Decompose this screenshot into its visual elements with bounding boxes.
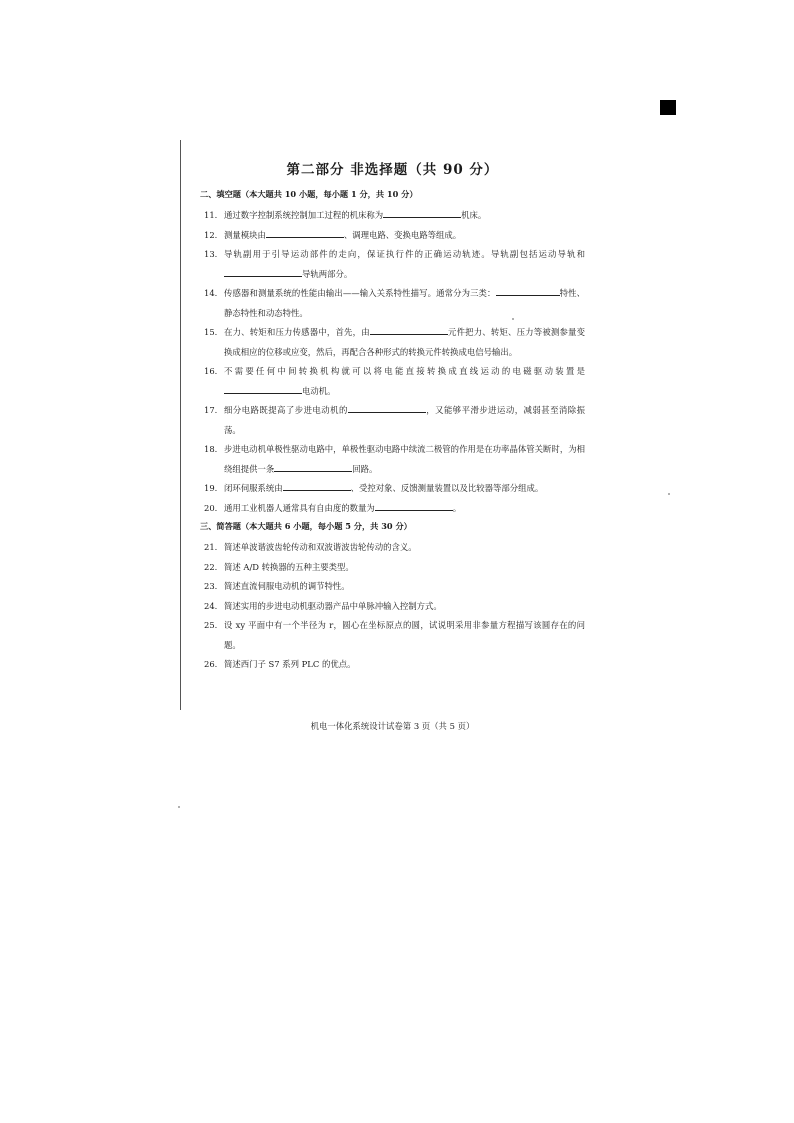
answer-blank xyxy=(224,266,302,277)
question-text: 简述直流伺服电动机的调节特性。 xyxy=(224,581,350,591)
question-text-before: 步进电动机单极性驱动电路中，单极性驱动电路中续流二极管的作用是在功率晶体管关断时，为相绕组提供一条 xyxy=(224,444,585,474)
question-text xyxy=(224,284,585,323)
question-number: 23. xyxy=(204,581,218,591)
question-text xyxy=(224,245,585,284)
question-text-before: 在力、转矩和压力传感器中，首先，由 xyxy=(224,327,370,337)
question-text-after: 、受控对象、反馈测量装置以及比较器等部分组成。 xyxy=(350,483,544,493)
question-text-after: 机床。 xyxy=(461,210,487,220)
question-text-before: 闭环伺服系统由 xyxy=(224,483,283,493)
question-text-before: 导轨副用于引导运动部件的走向，保证执行件的正确运动轨迹。导轨副包括运动导轨和 xyxy=(224,249,585,259)
question-number: 25. xyxy=(204,620,218,630)
question-text-before: 细分电路既提高了步进电动机的 xyxy=(224,405,348,415)
question-17 xyxy=(200,401,585,440)
question-text xyxy=(224,226,585,246)
question-text-after: 、调理电路、变换电路等组成。 xyxy=(343,229,462,240)
answer-blank xyxy=(348,402,426,413)
question-11 xyxy=(200,206,585,226)
page-title: 第二部分 非选择题（共 90 分） xyxy=(286,162,499,178)
scan-speck xyxy=(668,493,670,495)
answer-blank xyxy=(370,324,448,335)
binding-line xyxy=(180,140,181,710)
question-number: 19. xyxy=(204,483,218,493)
question-23 xyxy=(200,577,585,597)
question-number: 11. xyxy=(204,210,218,220)
question-text-after: 回路。 xyxy=(352,463,378,474)
question-text xyxy=(224,362,585,401)
question-number: 18. xyxy=(204,444,218,454)
question-number: 22. xyxy=(204,561,218,572)
question-number: 21. xyxy=(204,542,218,552)
section-heading-short-answer: 三、简答题（本大题共 6 小题，每小题 5 分，共 30 分） xyxy=(200,521,412,531)
question-21 xyxy=(200,538,585,558)
question-text-after: ，又能够平滑步进运动，减弱甚至消除振荡。 xyxy=(224,405,585,435)
answer-blank xyxy=(274,461,352,472)
question-number: 20. xyxy=(204,502,218,513)
question-text-after: 元件把力、转矩、压力等被测参量变换成相应的位移或应变，然后，再配合各种形式的转换元件转换成电信号输出。 xyxy=(224,327,586,357)
question-20 xyxy=(200,499,585,519)
answer-blank xyxy=(375,500,453,511)
question-number: 13. xyxy=(204,249,218,259)
question-text-after: 导轨两部分。 xyxy=(302,268,353,279)
answer-blank xyxy=(283,480,351,491)
question-text: 简述单波谐波齿轮传动和双波谐波齿轮传动的含义。 xyxy=(224,542,417,552)
question-text: 简述西门子 S7 系列 PLC 的优点。 xyxy=(224,659,356,669)
question-19 xyxy=(200,479,585,499)
question-text: 简述 A/D 转换器的五种主要类型。 xyxy=(224,561,354,572)
question-text-after: 电动机。 xyxy=(302,385,336,396)
scan-speck xyxy=(178,806,180,808)
question-15 xyxy=(200,323,585,362)
section-heading-fill-in: 二、填空题（本大题共 10 小题，每小题 1 分，共 10 分） xyxy=(200,189,418,199)
question-text xyxy=(224,440,585,479)
question-12 xyxy=(200,226,585,246)
question-text-before: 不需要任何中间转换机构就可以将电能直接转换成直线运动的电磁驱动装置是 xyxy=(224,366,585,376)
registration-mark xyxy=(660,100,676,115)
question-number: 26. xyxy=(204,659,218,669)
page-footer: 机电一体化系统设计试卷第 3 页（共 5 页） xyxy=(310,721,475,731)
question-number: 15. xyxy=(204,327,218,337)
question-text-before: 通过数字控制系统控制加工过程的机床称为 xyxy=(224,210,384,220)
question-13 xyxy=(200,245,585,284)
question-number: 14. xyxy=(204,288,218,298)
question-24 xyxy=(200,597,585,617)
question-text xyxy=(224,323,585,362)
question-text xyxy=(224,499,585,519)
question-text-after: 特性、静态特性和动态特性。 xyxy=(224,288,585,318)
question-text: 简述实用的步进电动机驱动器产品中单脉冲输入控制方式。 xyxy=(224,600,442,611)
question-16 xyxy=(200,362,585,401)
question-22 xyxy=(200,558,585,578)
question-text-before: 传感器和测量系统的性能由输出——输入关系特性描写。通常分为三类： xyxy=(224,288,496,298)
question-26 xyxy=(200,655,585,675)
answer-blank xyxy=(266,227,344,238)
question-text xyxy=(224,401,585,440)
question-14 xyxy=(200,284,585,323)
question-number: 17. xyxy=(204,405,218,415)
question-text: 设 xy 平面中有一个半径为 r，圆心在坐标原点的圆，试说明采用非参量方程描写该圆存在的问题。 xyxy=(224,620,585,650)
question-text-before: 通用工业机器人通常具有自由度的数量为 xyxy=(224,502,375,513)
question-text xyxy=(224,479,585,499)
answer-blank xyxy=(383,207,461,218)
answer-blank xyxy=(224,383,302,394)
question-18 xyxy=(200,440,585,479)
question-number: 12. xyxy=(204,229,218,240)
question-text-after: 。 xyxy=(452,502,462,513)
exam-page xyxy=(200,160,585,675)
answer-blank xyxy=(496,285,560,296)
question-25 xyxy=(200,616,585,655)
question-text xyxy=(224,206,585,226)
question-number: 16. xyxy=(204,366,218,376)
question-text-before: 测量模块由 xyxy=(224,229,266,240)
question-number: 24. xyxy=(204,600,218,611)
